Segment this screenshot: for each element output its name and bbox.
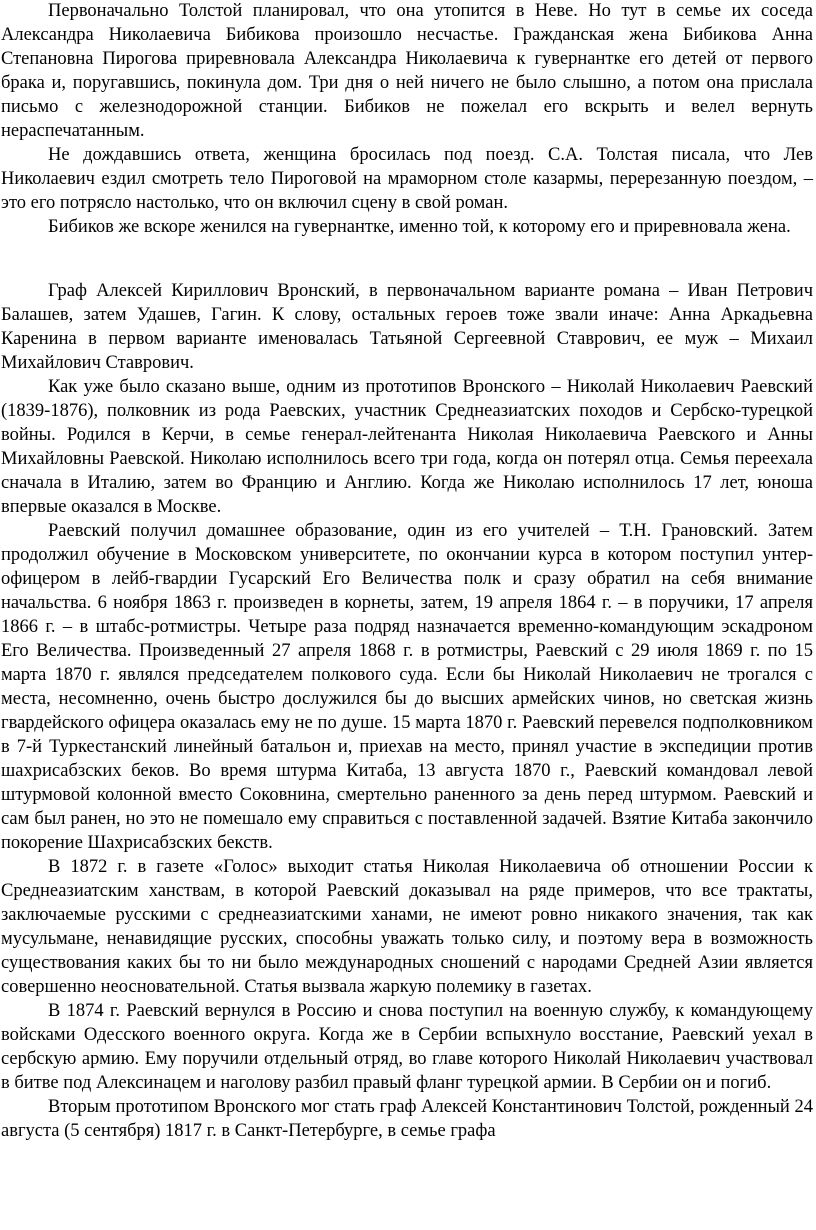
paragraph-spacer <box>1 239 813 279</box>
paragraph: Первоначально Толстой планировал, что она утопится в Неве. Но тут в семье их соседа Александра Николаевича Бибикова произошло несчастье. Гражданская жена Бибикова Анна Степановна Пирогова приревновала Александра Николаевича к гувернантке его детей от первого брака и, поругавшись, покинула дом. Три дня о ней ничего не было слышно, а потом она прислала письмо с железнодорожной станции. Бибиков не пожелал его вскрыть и велел вернуть нераспечатанным. <box>1 1 813 141</box>
paragraph: В 1874 г. Раевский вернулся в Россию и снова поступил на военную службу, к командующему войсками Одесского военного округа. Когда же в Сербии вспыхнуло восстание, Раевский уехал в сербскую армию. Ему поручили отдельный отряд, во главе которого Николай Николаевич участвовал в битве под Алексинацем и наголову разбил правый фланг турецкой армии. В Сербии он и погиб. <box>1 1001 813 1093</box>
paragraph: Бибиков же вскоре женился на гувернантке, именно той, к которому его и приревновала жена. <box>48 217 791 237</box>
paragraph: Граф Алексей Кириллович Вронский, в первоначальном варианте романа – Иван Петрович Балашев, затем Удашев, Гагин. К слову, остальных героев тоже звали иначе: Анна Аркадьевна Каренина в первом варианте именовалась Татьяной Сергеевной Ставрович, ее муж – Михаил Михайлович Ставрович. <box>1 281 813 373</box>
paragraph: Вторым прототипом Вронского мог стать граф Алексей Константинович Толстой, рожденный 24 августа (5 сентября) 1817 г. в Санкт-Петербурге, в семье графа <box>1 1097 813 1141</box>
paragraph: Не дождавшись ответа, женщина бросилась под поезд. С.А. Толстая писала, что Лев Николаевич ездил смотреть тело Пироговой на мраморном столе казармы, перерезанную поездом, – это его потрясло настолько, что он включил сцену в свой роман. <box>1 145 813 213</box>
paragraph: Раевский получил домашнее образование, один из его учителей – Т.Н. Грановский. Затем продолжил обучение в Московском университете, по окончании курса в котором поступил унтер-офицером в лейб-гвардии Гусарский Его Величества полк и сразу обратил на себя внимание начальства. 6 ноября 1863 г. произведен в корнеты, затем, 19 апреля 1864 г. – в поручики, 17 апреля 1866 г. – в штабс-ротмистры. Четыре раза подряд назначается временно-командующим эскадроном Его Величества. Произведенный 27 апреля 1868 г. в ротмистры, Раевский с 29 июля 1869 г. по 15 марта 1870 г. являлся председателем полкового суда. Если бы Николай Николаевич не трогался с места, несомненно, очень быстро дослужился бы до высших армейских чинов, но светская жизнь гвардейского офицера оказалась ему не по душе. 15 марта 1870 г. Раевский перевелся подполковником в 7-й Туркестанский линейный батальон и, приехав на место, принял участие в экспедиции против шахрисабзских беков. Во время штурма Китаба, 13 августа 1870 г., Раевский командовал левой штурмовой колонной вместо Соковнина, смертельно раненного за день перед штурмом. Раевский и сам был ранен, но это не помешало ему справиться с поставленной задачей. Взятие Китаба закончило покорение Шахрисабзских бекств. <box>1 521 813 853</box>
paragraph: Как уже было сказано выше, одним из прототипов Вронского – Николай Николаевич Раевский (1839-1876), полковник из рода Раевских, участник Среднеазиатских походов и Сербско-турецкой войны. Родился в Керчи, в семье генерал-лейтенанта Николая Николаевича Раевского и Анны Михайловны Раевской. Николаю исполнилось всего три года, когда он потерял отца. Семья переехала сначала в Италию, затем во Францию и Англию. Когда же Николаю исполнилось 17 лет, юноша впервые оказался в Москве. <box>1 377 813 517</box>
paragraph: В 1872 г. в газете «Голос» выходит статья Николая Николаевича об отношении России к Среднеазиатским ханствам, в которой Раевский доказывал на ряде примеров, что все трактаты, заключаемые русскими с среднеазиатскими ханами, не имеют ровно никакого значения, так как мусульмане, ненавидящие русских, способны уважать только силу, и поэтому вера в возможность существования каких бы то ни было международных сношений с народами Средней Азии является совершенно неосновательной. Статья вызвала жаркую полемику в газетах. <box>1 857 813 997</box>
